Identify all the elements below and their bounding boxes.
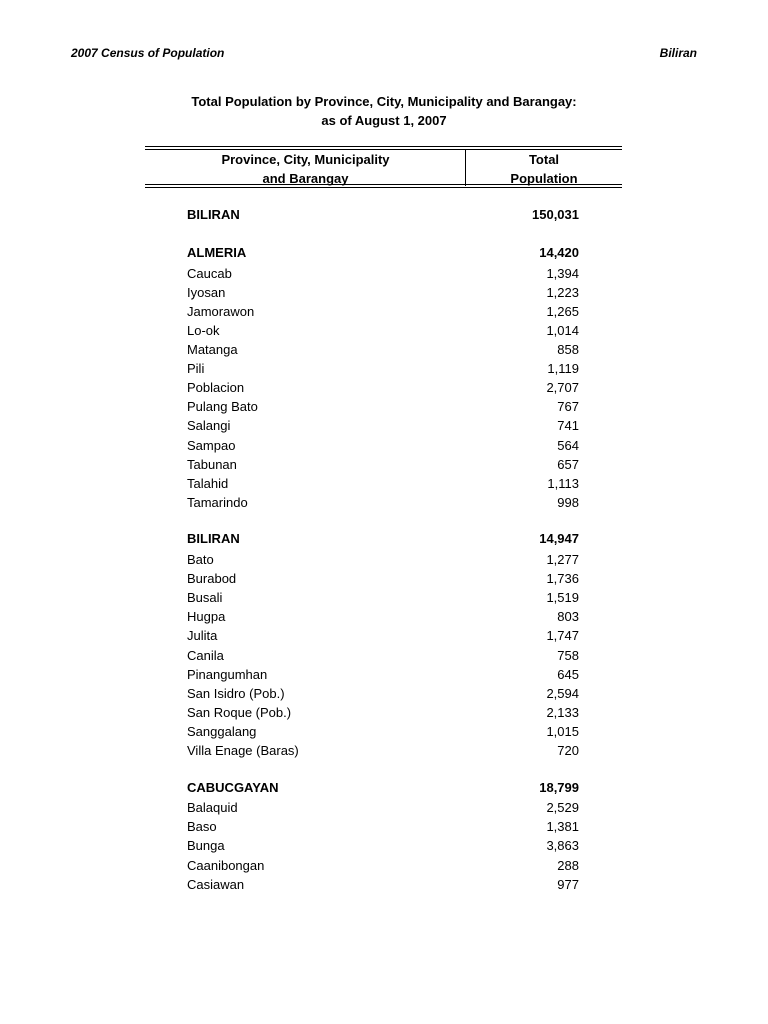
barangay-row — [187, 550, 579, 569]
barangay-name: Tabunan — [187, 456, 237, 472]
barangay-row — [187, 455, 579, 474]
barangay-population: 1,014 — [546, 322, 579, 338]
barangay-row — [187, 875, 579, 894]
municipality-name: CABUCGAYAN — [187, 779, 279, 795]
barangay-name: Tamarindo — [187, 494, 248, 510]
barangay-row — [187, 588, 579, 607]
barangay-row — [187, 836, 579, 855]
barangay-population: 720 — [557, 743, 579, 758]
barangay-name: Salangi — [187, 418, 231, 434]
barangay-row — [187, 264, 579, 283]
barangay-row — [187, 436, 579, 455]
barangay-population: 1,223 — [546, 284, 579, 300]
barangay-name: Caucab — [187, 265, 232, 281]
barangay-name: Balaquid — [187, 800, 238, 816]
barangay-population: 564 — [557, 437, 579, 453]
barangay-population: 645 — [557, 666, 579, 682]
municipality-total: 14,947 — [539, 531, 579, 547]
barangay-row — [187, 359, 579, 378]
barangay-row — [187, 569, 579, 588]
barangay-name: Villa Enage (Baras) — [187, 743, 299, 758]
barangay-row — [187, 493, 579, 512]
barangay-population: 3,863 — [546, 838, 579, 854]
barangay-row — [187, 798, 579, 817]
barangay-population: 2,707 — [546, 380, 579, 396]
barangay-population: 1,113 — [547, 475, 579, 491]
barangay-name: Caanibongan — [187, 857, 265, 873]
barangay-population: 1,119 — [547, 361, 579, 377]
barangay-row — [187, 416, 579, 435]
barangay-name: Busali — [187, 590, 223, 606]
document-header-title: 2007 Census of Population — [71, 46, 225, 60]
barangay-row — [187, 378, 579, 397]
barangay-population: 1,265 — [546, 303, 579, 319]
barangay-population: 998 — [557, 494, 579, 510]
barangay-population: 1,519 — [546, 590, 579, 606]
barangay-row — [187, 474, 579, 493]
province-total: 150,031 — [532, 207, 579, 222]
barangay-name: Iyosan — [187, 284, 226, 300]
barangay-population: 1,381 — [546, 819, 579, 835]
barangay-population: 2,594 — [546, 685, 579, 701]
barangay-population: 767 — [557, 399, 579, 415]
barangay-name: Pili — [187, 361, 205, 377]
barangay-row — [187, 684, 579, 703]
barangay-name: Pinangumhan — [187, 666, 268, 682]
column-header-area-line1: Province, City, Municipality — [221, 152, 390, 167]
barangay-population: 1,747 — [546, 628, 579, 644]
barangay-row — [187, 340, 579, 359]
column-header-population-line1: Total — [528, 152, 560, 167]
province-row — [187, 205, 579, 224]
barangay-row — [187, 626, 579, 645]
barangay-population: 803 — [557, 609, 579, 625]
barangay-row — [187, 397, 579, 416]
document-header-province: Biliran — [659, 46, 697, 60]
barangay-row — [187, 665, 579, 684]
column-header-population-line2: Population — [510, 171, 578, 186]
barangay-name: Burabod — [187, 571, 237, 587]
barangay-row — [187, 283, 579, 302]
barangay-row — [187, 722, 579, 741]
barangay-population: 1,277 — [546, 552, 579, 567]
barangay-name: Pulang Bato — [187, 399, 258, 415]
barangay-population: 1,736 — [546, 571, 579, 587]
barangay-row — [187, 703, 579, 722]
barangay-population: 741 — [557, 418, 579, 434]
barangay-name: Baso — [187, 819, 217, 835]
municipality-row — [187, 529, 579, 548]
barangay-name: Matanga — [187, 342, 238, 357]
barangay-name: San Roque (Pob.) — [187, 704, 292, 720]
barangay-name: Hugpa — [187, 609, 226, 625]
barangay-row — [187, 741, 579, 760]
barangay-row — [187, 646, 579, 665]
municipality-total: 18,799 — [539, 779, 579, 795]
barangay-population: 1,015 — [546, 723, 579, 739]
barangay-population: 2,529 — [546, 800, 579, 816]
barangay-population: 758 — [557, 647, 579, 663]
barangay-population: 858 — [557, 342, 579, 357]
barangay-name: San Isidro (Pob.) — [187, 685, 285, 701]
municipality-row — [187, 778, 579, 797]
barangay-population: 977 — [557, 876, 579, 892]
barangay-name: Bunga — [187, 838, 225, 854]
barangay-row — [187, 302, 579, 321]
barangay-population: 657 — [557, 456, 579, 472]
barangay-name: Poblacion — [187, 380, 245, 396]
municipality-total: 14,420 — [539, 245, 579, 260]
province-name: BILIRAN — [187, 207, 240, 222]
municipality-row — [187, 243, 579, 262]
barangay-row — [187, 607, 579, 626]
barangay-name: Canila — [187, 647, 224, 663]
barangay-population: 2,133 — [546, 704, 579, 720]
municipality-name: ALMERIA — [187, 245, 247, 260]
column-header-area-line2: and Barangay — [262, 171, 349, 186]
table-title: Total Population by Province, City, Municipality and Barangay: — [191, 94, 577, 109]
table-subtitle: as of August 1, 2007 — [321, 113, 447, 128]
barangay-row — [187, 856, 579, 875]
barangay-name: Sampao — [187, 437, 236, 453]
barangay-name: Talahid — [187, 475, 229, 491]
barangay-population: 288 — [557, 857, 579, 873]
barangay-name: Jamorawon — [187, 303, 255, 319]
barangay-name: Bato — [187, 552, 214, 567]
barangay-name: Lo-ok — [187, 322, 220, 338]
barangay-row — [187, 321, 579, 340]
barangay-population: 1,394 — [546, 265, 579, 281]
barangay-name: Casiawan — [187, 876, 245, 892]
barangay-row — [187, 817, 579, 836]
barangay-name: Sanggalang — [187, 723, 257, 739]
municipality-name: BILIRAN — [187, 531, 240, 547]
barangay-name: Julita — [187, 628, 218, 644]
